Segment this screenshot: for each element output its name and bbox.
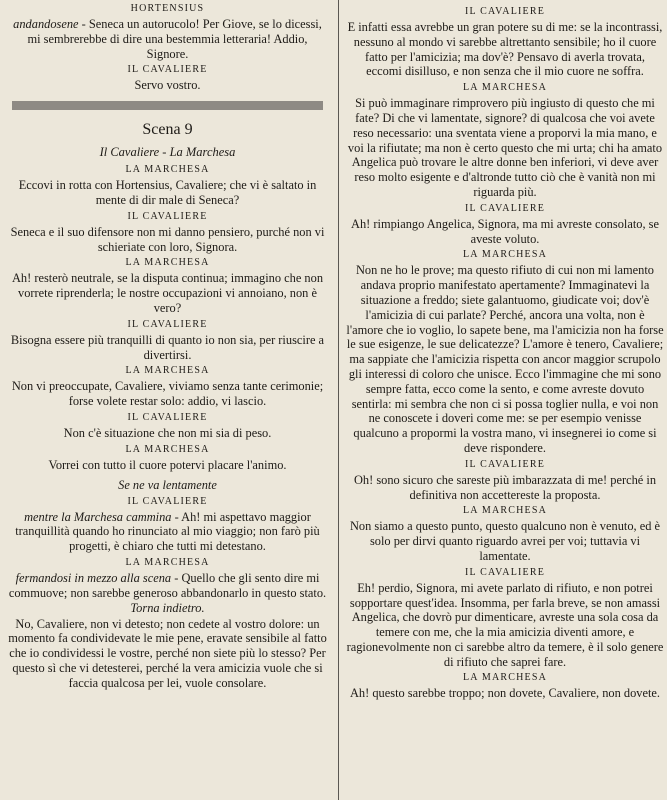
speaker-label: LA MARCHESA [462, 82, 548, 94]
speaker-label: LA MARCHESA [125, 556, 210, 568]
stage-direction: mentre la Marchesa cammina [24, 509, 172, 524]
speaker-label: LA MARCHESA [125, 443, 210, 455]
dialogue-text: Eh! perdio, Signora, mi avete parlato di rifiuto, e non potrei sopportare quest'idea. Insomma, per farla breve, se non amassi Angelica, che dovrò pur dimenticare, avreste una sola cosa da temere con me, che la mia amicizia diventi amore, e ragionevolmente non ci sarebbe altro da temere, è il solo genere di rifiuto che saprei fare. [346, 580, 664, 669]
dialogue-block [6, 17, 329, 61]
speaker-label: IL CAVALIERE [464, 6, 546, 17]
scene-title: Scena 9 [142, 121, 193, 139]
speaker-label: IL CAVALIERE [464, 202, 546, 214]
speaker-label: LA MARCHESA [462, 249, 548, 261]
dialogue-block [6, 571, 329, 601]
speaker-label: LA MARCHESA [462, 505, 548, 517]
dialogue-text: Vorrei con tutto il cuore potervi placare l'animo. [48, 457, 287, 472]
dialogue-text: Non vi preoccupate, Cavaliere, viviamo senza tante cerimonie; forse volete restar solo: addio, vi lascio. [11, 379, 324, 409]
dialogue-text: Oh! sono sicuro che sareste più imbarazzata di me! perché in definitiva non accettereste la proposta. [353, 472, 657, 502]
stage-direction: fermandosi in mezzo alla scena [15, 570, 172, 585]
scene-separator-bar [12, 101, 323, 110]
dialogue-text: - Ah! mi aspettavo maggior tranquillità quando ho rinunciato al mio viaggio; non farò più progetti, è chiaro che tutti mi detestano. [15, 509, 320, 554]
dialogue-text: Eccovi in rotta con Hortensius, Cavaliere; che vi è saltato in mente di dir male di Seneca? [18, 178, 317, 207]
speaker-label: IL CAVALIERE [127, 318, 208, 330]
dialogue-text: - Seneca un autorucolo! Per Giove, se lo dicessi, mi sembrerebbe di dire una bestemmia letteraria! Addio, Signore. [27, 17, 322, 61]
dialogue-text: - Quello che gli sento dire mi commuove; non sarebbe generoso abbandonarlo in questo stato. [8, 570, 327, 600]
dialogue-text: Non ne ho le prove; ma questo rifiuto di cui non mi lamento andava proprio manifestato apertamente? Immaginatevi la situazione a freddo; siete galantuomo, giudicate voi; dov'è l'amicizia di cui parlate? Perché, ancora una volta, non è l'amore che io voglio, lo sapete bene, ma l'amicizia non ha forse le sue esigenze, le sue delicatezze? L'amore è tenero, Cavaliere; ma sappiate che l'amicizia rispetta con ancor maggior scrupolo gli interessi di coloro che unisce. Ecco l'immagine che mi sono sempre fatta, ecco come la sento, e come avreste dovuto sentirla: mi sembra che non ci si possa toglier nulla, e voi non ne conoscete i doveri come me: se per esempio venisse qualcuno a propormi la vostra mano, vi insegnerei io come si deve rispondere. [346, 263, 664, 455]
stage-direction: andandosene [13, 17, 79, 31]
speaker-label: LA MARCHESA [462, 672, 548, 684]
column-divider [338, 0, 339, 800]
left-column [6, 0, 329, 800]
dialogue-text: E infatti essa avrebbe un gran potere su di me: se la incontrassi, nessuno al mondo vi sarebbe altrettanto sensibile; ho il cuore fatto per l'amicizia; ma dov'è? Pensavo di averla trovata, eccomi disilluso, e non senza che il mio cuore ne soffra. [347, 20, 663, 79]
dialogue-block [6, 510, 329, 554]
stage-direction: Se ne va lentamente [118, 477, 217, 492]
speaker-label: LA MARCHESA [125, 257, 210, 269]
dialogue-text: Ah! questo sarebbe troppo; non dovete, Cavaliere, non dovete. [349, 686, 661, 701]
speaker-label: IL CAVALIERE [127, 411, 208, 423]
speaker-label: LA MARCHESA [125, 365, 210, 377]
dialogue-text: Non c'è situazione che non mi sia di peso. [63, 425, 272, 440]
speaker-label: IL CAVALIERE [464, 566, 546, 578]
dialogue-text: Bisogna essere più tranquilli di quanto io non sia, per riuscire a divertirsi. [10, 332, 325, 362]
dialogue-text: Non siamo a questo punto, questo qualcuno non è venuto, ed è solo per dirvi quanto riguardo avrei per voi; tuttavia vi lamentate. [349, 519, 661, 563]
dialogue-text: Ah! resterò neutrale, se la disputa continua; immagino che non vorrete riprenderla; le nostre occupazioni vi annoiano, non è vero? [11, 271, 324, 315]
dialogue-text: No, Cavaliere, non vi detesto; non cedete al vostro dolore: un momento fa condividevate le mie pene, eravate sensibile al fatto che io condividessi le vostre, perché non siete più lo stesso? Per questo sì che vi detesterei, perché la vera amicizia vuole che si faccia qualcosa per lei, vuole consolare. [8, 616, 327, 690]
dialogue-text: Seneca e il suo difensore non mi danno pensiero, purché non vi schieriate con loro, Signora. [10, 224, 325, 254]
speaker-hortensius: HORTENSIUS [130, 3, 205, 14]
stage-direction: Torna indietro. [130, 600, 205, 615]
scene-cast: Il Cavaliere - La Marchesa [99, 145, 236, 160]
dialogue-text: Si può immaginare rimprovero più ingiusto di questo che mi fate? Di che vi lamentate, signore? di qualcosa che voi avete reso necessario: una sventata viene a proporvi la mia mano, e voi la rifiutate; ma non è certo questo che mi urta; chi ha amato Angelica può trovare le altre donne ben inferiori, vi deve aver reso molto esigente e d'altronde tutto ciò che è vanità non mi riguarda più. [347, 96, 663, 199]
speaker-label: IL CAVALIERE [127, 64, 208, 76]
speaker-label: IL CAVALIERE [127, 495, 208, 507]
speaker-label: IL CAVALIERE [127, 210, 208, 222]
right-column [346, 6, 664, 800]
dialogue-text: Servo vostro. [134, 78, 201, 93]
dialogue-text: Ah! rimpiango Angelica, Signora, ma mi avreste consolato, se aveste voluto. [351, 216, 659, 246]
speaker-label: IL CAVALIERE [464, 458, 546, 470]
speaker-label: LA MARCHESA [125, 164, 210, 176]
